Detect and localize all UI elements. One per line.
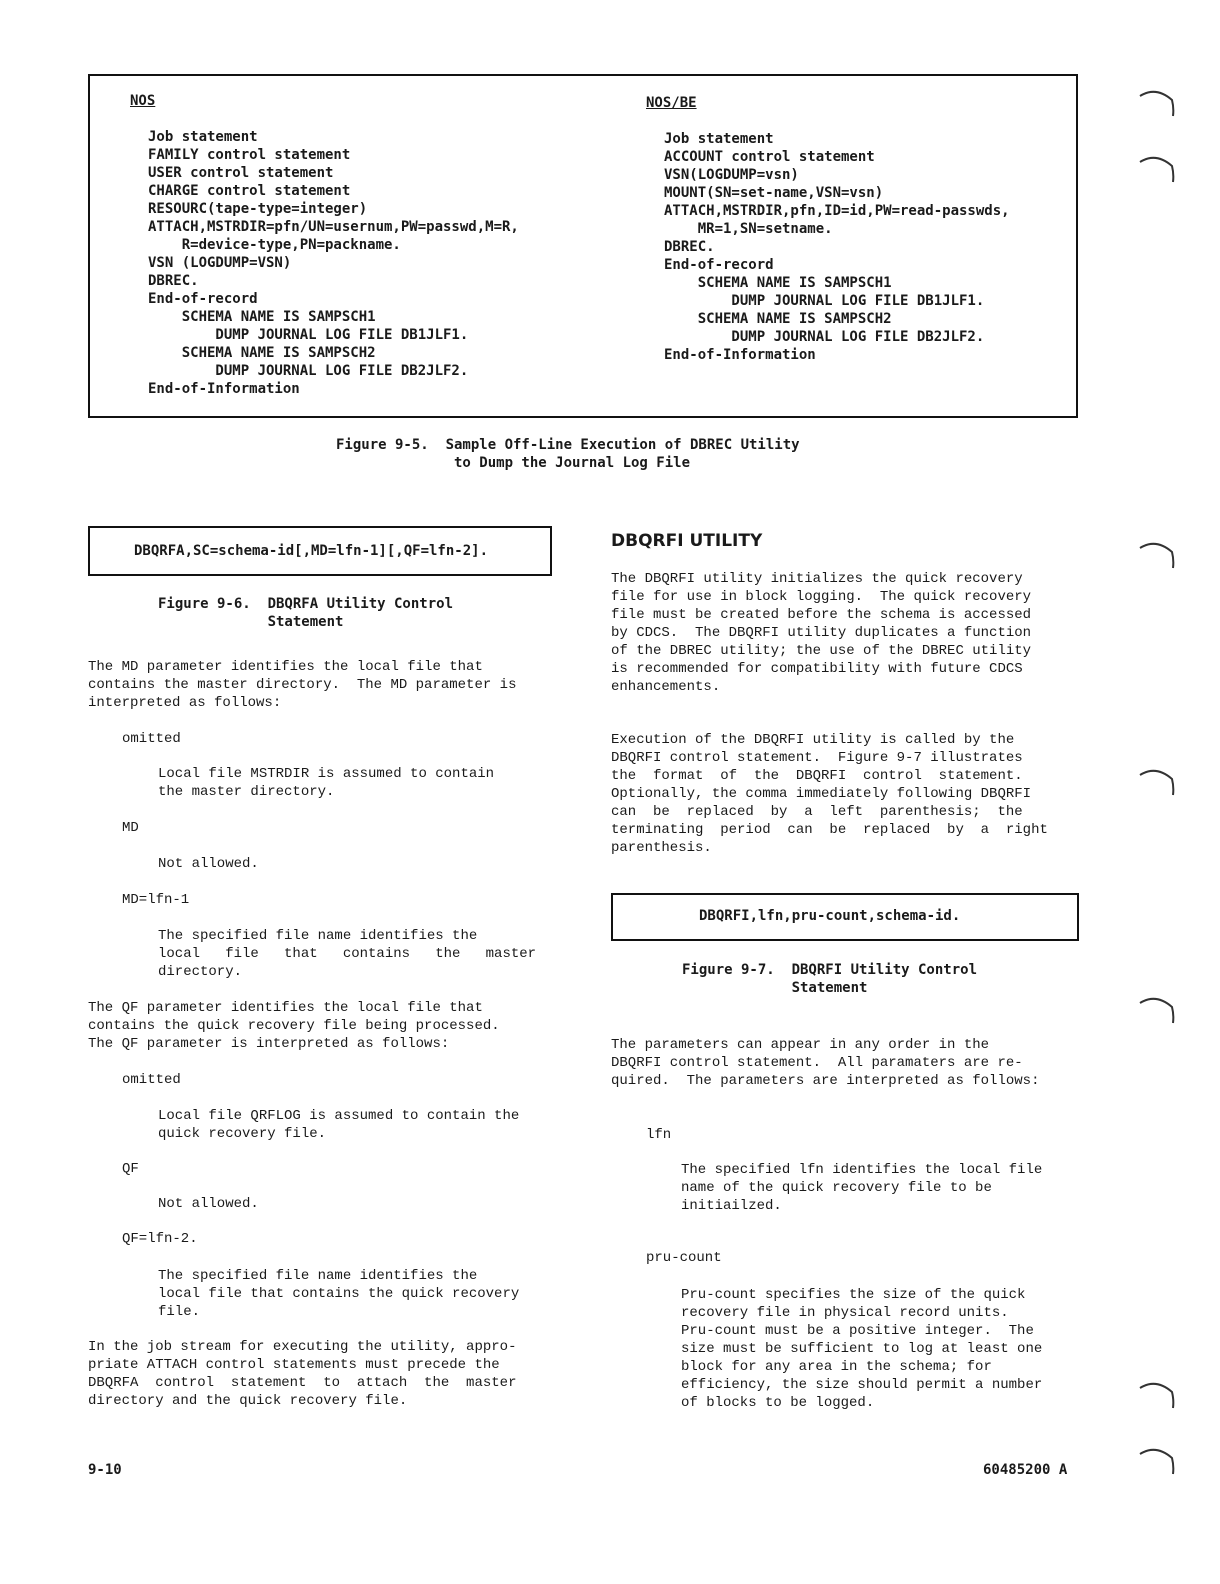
dbqrfa-control-statement: DBQRFA,SC=schema-id[,MD=lfn-1][,QF=lfn-2]. bbox=[134, 543, 489, 559]
nosbe-statement-line: End-of-Information bbox=[664, 347, 816, 363]
figure-9-5-caption: Figure 9-5. Sample Off-Line Execution of DBREC Utility to Dump the Journal Log File bbox=[336, 437, 800, 471]
qf-omitted-description: Local file QRFLOG is assumed to contain the quick recovery file. bbox=[158, 1108, 520, 1142]
nos-statement-line: End-of-record bbox=[148, 291, 258, 307]
nosbe-statement-line: Job statement bbox=[664, 131, 774, 147]
figure-9-7-box bbox=[611, 893, 1079, 941]
md-lfn-term: MD=lfn-1 bbox=[122, 892, 190, 908]
document-number: 60485200 A bbox=[983, 1462, 1068, 1478]
nosbe-statement-line: End-of-record bbox=[664, 257, 774, 273]
nosbe-statement-line: DBREC. bbox=[664, 239, 715, 255]
pru-count-term: pru-count bbox=[646, 1250, 722, 1266]
nosbe-statement-list bbox=[664, 130, 1010, 364]
dbqrfi-control-statement: DBQRFI,lfn,pru-count,schema-id. bbox=[699, 908, 961, 924]
nosbe-statement-line: ATTACH,MSTRDIR,pfn,ID=id,PW=read-passwds, bbox=[664, 203, 1010, 219]
nos-statement-line: CHARGE control statement bbox=[148, 183, 351, 199]
binder-ring-mark-6 bbox=[1138, 1380, 1176, 1410]
figure-9-6-box bbox=[88, 526, 552, 576]
nos-statement-line: End-of-Information bbox=[148, 381, 300, 397]
nos-statement-line: Job statement bbox=[148, 129, 258, 145]
parameters-paragraph: The parameters can appear in any order in the DBQRFI control statement. All paramaters are re- quired. The parameters are interpreted as follows: bbox=[611, 1037, 1040, 1089]
nos-statement-line: DUMP JOURNAL LOG FILE DB2JLF2. bbox=[148, 363, 469, 379]
md-description: Not allowed. bbox=[158, 856, 259, 872]
md-omitted-description: Local file MSTRDIR is assumed to contain the master directory. bbox=[158, 766, 495, 800]
qf-lfn-term: QF=lfn-2. bbox=[122, 1231, 198, 1247]
nosbe-statement-line: MR=1,SN=setname. bbox=[664, 221, 833, 237]
md-lfn-description: The specified file name identifies the local file that contains the master directory. bbox=[158, 928, 537, 980]
page-number: 9-10 bbox=[88, 1462, 122, 1478]
figure-9-7-caption: Figure 9-7. DBQRFI Utility Control Statement bbox=[682, 962, 978, 996]
md-omitted-term: omitted bbox=[122, 731, 181, 747]
intro-paragraph: The DBQRFI utility initializes the quick recovery file for use in block logging. The quick recovery file must be created before the schema is accessed by CDCS. The DBQRFI utility duplicates a function of the DBREC utility; the use of the DBREC utility is recommended for compatibility with future CDCS enhancements. bbox=[611, 571, 1032, 695]
nos-statement-line: VSN (LOGDUMP=VSN) bbox=[148, 255, 292, 271]
nos-statement-line: ATTACH,MSTRDIR=pfn/UN=usernum,PW=passwd,M=R, bbox=[148, 219, 519, 235]
nosbe-statement-line: DUMP JOURNAL LOG FILE DB2JLF2. bbox=[664, 329, 985, 345]
qf-description: Not allowed. bbox=[158, 1196, 259, 1212]
nos-statement-line: SCHEMA NAME IS SAMPSCH2 bbox=[148, 345, 376, 361]
md-term: MD bbox=[122, 820, 139, 836]
nos-statement-line: R=device-type,PN=packname. bbox=[148, 237, 401, 253]
nos-statement-line: SCHEMA NAME IS SAMPSCH1 bbox=[148, 309, 376, 325]
binder-ring-mark-4 bbox=[1138, 767, 1176, 797]
binder-ring-mark-3 bbox=[1138, 540, 1176, 570]
binder-ring-mark-1 bbox=[1138, 88, 1176, 118]
binder-ring-mark-7 bbox=[1138, 1446, 1176, 1476]
closing-paragraph: In the job stream for executing the utility, appro- priate ATTACH control statements must precede the DBQRFA control statement to attach the master directory and the quick recovery file. bbox=[88, 1339, 517, 1409]
lfn-term: lfn bbox=[646, 1127, 672, 1143]
nos-statement-line: DBREC. bbox=[148, 273, 199, 289]
nosbe-statement-line: SCHEMA NAME IS SAMPSCH2 bbox=[664, 311, 892, 327]
nos-statement-line: RESOURC(tape-type=integer) bbox=[148, 201, 368, 217]
qf-lfn-description: The specified file name identifies the local file that contains the quick recovery file. bbox=[158, 1268, 520, 1320]
lfn-description: The specified lfn identifies the local file name of the quick recovery file to be initiailzed. bbox=[681, 1162, 1043, 1214]
binder-ring-mark-5 bbox=[1138, 995, 1176, 1025]
nosbe-statement-line: ACCOUNT control statement bbox=[664, 149, 875, 165]
nos-statement-line: FAMILY control statement bbox=[148, 147, 351, 163]
figure-9-5-box bbox=[88, 74, 1078, 418]
nos-statement-list bbox=[148, 128, 519, 398]
nosbe-statement-line: MOUNT(SN=set-name,VSN=vsn) bbox=[664, 185, 884, 201]
md-intro-paragraph: The MD parameter identifies the local file that contains the master directory. The MD parameter is interpreted as follows: bbox=[88, 659, 517, 711]
nosbe-heading: NOS/BE bbox=[646, 95, 697, 111]
nos-statement-line: USER control statement bbox=[148, 165, 334, 181]
pru-count-description: Pru-count specifies the size of the quick recovery file in physical record units. Pru-count must be a positive integer. The size must be sufficient to log at least one block for any area in the schema; for efficiency, the size should permit a number of blocks to be logged. bbox=[681, 1287, 1043, 1411]
figure-9-6-caption: Figure 9-6. DBQRFA Utility Control Statement bbox=[158, 596, 454, 630]
qf-intro-paragraph: The QF parameter identifies the local file that contains the quick recovery file being processed. The QF parameter is interpreted as follows: bbox=[88, 1000, 500, 1052]
binder-ring-mark-2 bbox=[1138, 154, 1176, 184]
qf-term: QF bbox=[122, 1161, 139, 1177]
nos-statement-line: DUMP JOURNAL LOG FILE DB1JLF1. bbox=[148, 327, 469, 343]
qf-omitted-term: omitted bbox=[122, 1072, 181, 1088]
nosbe-statement-line: DUMP JOURNAL LOG FILE DB1JLF1. bbox=[664, 293, 985, 309]
nosbe-statement-line: VSN(LOGDUMP=vsn) bbox=[664, 167, 799, 183]
nos-heading: NOS bbox=[130, 93, 156, 109]
execution-paragraph: Execution of the DBQRFI utility is called by the DBQRFI control statement. Figure 9-7 illustrates the format of the DBQRFI control statement. Optionally, the comma immediately following DBQRFI can be replaced by a left parenthesis; the terminating period can be replaced by a right parenthesis. bbox=[611, 732, 1048, 856]
nosbe-statement-line: SCHEMA NAME IS SAMPSCH1 bbox=[664, 275, 892, 291]
section-heading: DBQRFI UTILITY bbox=[611, 531, 763, 551]
